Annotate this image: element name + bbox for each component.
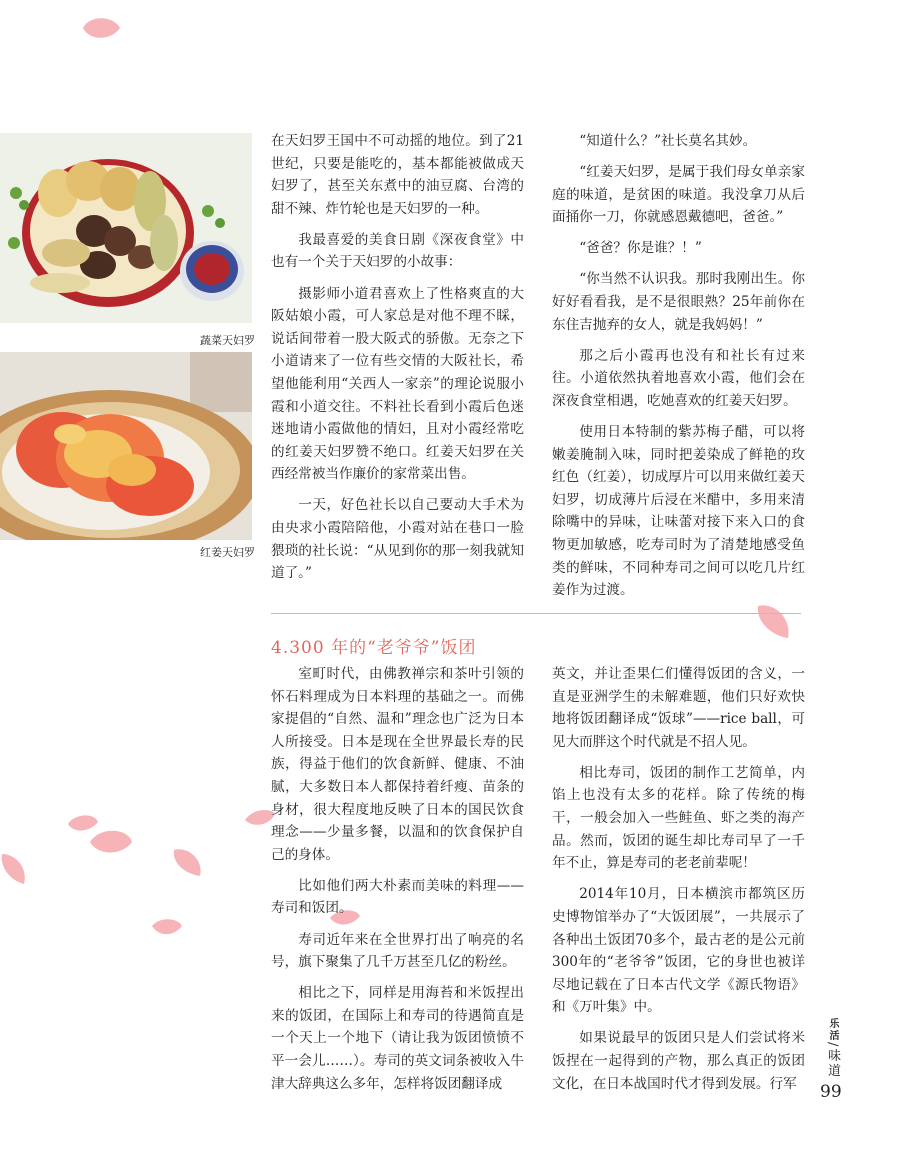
section-mark-big: 味道 xyxy=(825,1048,840,1079)
paragraph: 使用日本特制的紫苏梅子醋，可以将嫩姜腌制入味，同时把姜染成了鲜艳的玫红色（红姜），切成厚片可以用来做红姜天妇罗，切成薄片后浸在米醋中，多用来清除嘴中的异味，让味蕾对接下来入口的食物更加敏感，吃寿司时为了清楚地感受鱼类的鲜味，不同种寿司之间可以吃几片红姜作为过渡。 xyxy=(552,424,805,599)
paragraph: “爸爸？你是谁？！” xyxy=(579,240,702,257)
paragraph: 摄影师小道君喜欢上了性格爽直的大阪姑娘小霞，可人家总是对他不理不睬，说话间带着一股大阪式的骄傲。无奈之下小道请来了一位有些交情的大阪社长，希望他能利用“关西人一家亲”的理论说服小霞和小道交往。不料社长看到小霞后色迷迷地请小霞做他的情妇，且对小霞经常吃的红姜天妇罗赞不绝口。红姜天妇罗在关西经常被当作廉价的家常菜出售。 xyxy=(271,285,524,483)
photo1-caption: 蔬菜天妇罗 xyxy=(200,334,255,347)
paragraph: “红姜天妇罗，是属于我们母女单亲家庭的味道，是贫困的味道。我没拿刀从后面捅你一刀，你就感恩戴德吧，爸爸。” xyxy=(552,164,805,226)
section-mark-slash: / xyxy=(825,1042,840,1049)
section-title: 4.300 年的“老爷爷”饭团 xyxy=(271,638,477,658)
paragraph: 那之后小霞再也没有和社长有过来往。小道依然执着地喜欢小霞，他们会在深夜食堂相遇，吃她喜欢的红姜天妇罗。 xyxy=(552,347,805,409)
paragraph: 室町时代，由佛教禅宗和茶叶引领的怀石料理成为日本料理的基础之一。而佛家提倡的“自然、温和”理念也广泛为日本人所接受。日本是现在全世界最长寿的民族，得益于他们的饮食新鲜、健康、不油腻，大多数日本人都保持着纤瘦、苗条的身材，很大程度地反映了日本的国民饮食理念——少量多餐，以温和的饮食保护自己的身体。 xyxy=(271,666,524,863)
paragraph: 在天妇罗王国中不可动摇的地位。到了21世纪，只要是能吃的，基本都能被做成天妇罗了，甚至关东煮中的油豆腐、台湾的甜不辣、炸竹轮也是天妇罗的一种。 xyxy=(271,133,524,217)
photo2-caption: 红姜天妇罗 xyxy=(200,546,255,559)
paragraph: “你当然不认识我。那时我刚出生。你好好看看我，是不是很眼熟？25年前你在东住吉抛弃的女人，就是我妈妈！” xyxy=(552,271,805,333)
petal-decoration xyxy=(0,850,28,886)
top-left-column xyxy=(271,130,524,593)
paragraph: 2014年10月，日本横滨市都筑区历史博物馆举办了“大饭团展”，一共展示了各种出土饭团70多个，最古老的是公元前300年的“老爷爷”饭团，它的身世也被详尽地记载在了日本古代文学《源氏物语》和《万叶集》中。 xyxy=(552,886,805,1016)
top-right-column xyxy=(552,130,805,610)
paragraph: 我最喜爱的美食日剧《深夜食堂》中也有一个关于天妇罗的小故事： xyxy=(271,231,524,271)
red-ginger-tempura-image xyxy=(0,352,252,540)
section-mark xyxy=(823,1018,842,1078)
bottom-right-column xyxy=(552,663,805,1104)
paragraph: 比如他们两大朴素而美味的料理——寿司和饭团。 xyxy=(271,877,524,917)
bottom-left-column xyxy=(271,663,524,1104)
paragraph: 英文，并让歪果仁们懂得饭团的含义，一直是亚洲学生的未解难题，他们只好欢快地将饭团翻译成“饭球”——rice ball，可见大而胖这个时代就是不招人见。 xyxy=(552,666,805,750)
vegetable-tempura-image xyxy=(0,133,252,323)
petal-decoration xyxy=(88,826,134,856)
paragraph: 一天，好色社长以自己要动大手术为由央求小霞陪陪他，小霞对站在巷口一脸猥琐的社长说：“从见到你的那一刻我就知道了。” xyxy=(271,497,524,582)
section-divider xyxy=(271,613,801,614)
paragraph: 寿司近年来在全世界打出了响亮的名号，旗下聚集了几千万甚至几亿的粉丝。 xyxy=(271,931,524,971)
paragraph: 相比寿司，饭团的制作工艺简单，内馅上也没有太多的花样。除了传统的梅干，一般会加入一些鲑鱼、虾之类的海产品。然而，饭团的诞生却比寿司早了一千年不止，算是寿司的老老前辈呢！ xyxy=(552,764,805,872)
page-number: 99 xyxy=(820,1082,842,1102)
paragraph: 相比之下，同样是用海苔和米饭捏出来的饭团，在国际上和寿司的待遇简直是一个天上一个地下（请让我为饭团愤愤不平一会儿……）。寿司的英文词条被收入牛津大辞典这么多年，怎样将饭团翻译成 xyxy=(271,985,524,1092)
red-ginger-tempura-photo xyxy=(0,352,252,540)
petal-decoration xyxy=(80,14,122,42)
section-mark-small: 乐活 xyxy=(827,1018,838,1042)
petal-decoration xyxy=(150,916,184,938)
paragraph: “知道什么？”社长莫名其妙。 xyxy=(579,133,757,149)
paragraph: 如果说最早的饭团只是人们尝试将米饭捏在一起得到的产物，那么真正的饭团文化，在日本战国时代才得到发展。行军 xyxy=(552,1030,805,1092)
vegetable-tempura-photo xyxy=(0,133,252,323)
petal-decoration xyxy=(170,844,206,878)
